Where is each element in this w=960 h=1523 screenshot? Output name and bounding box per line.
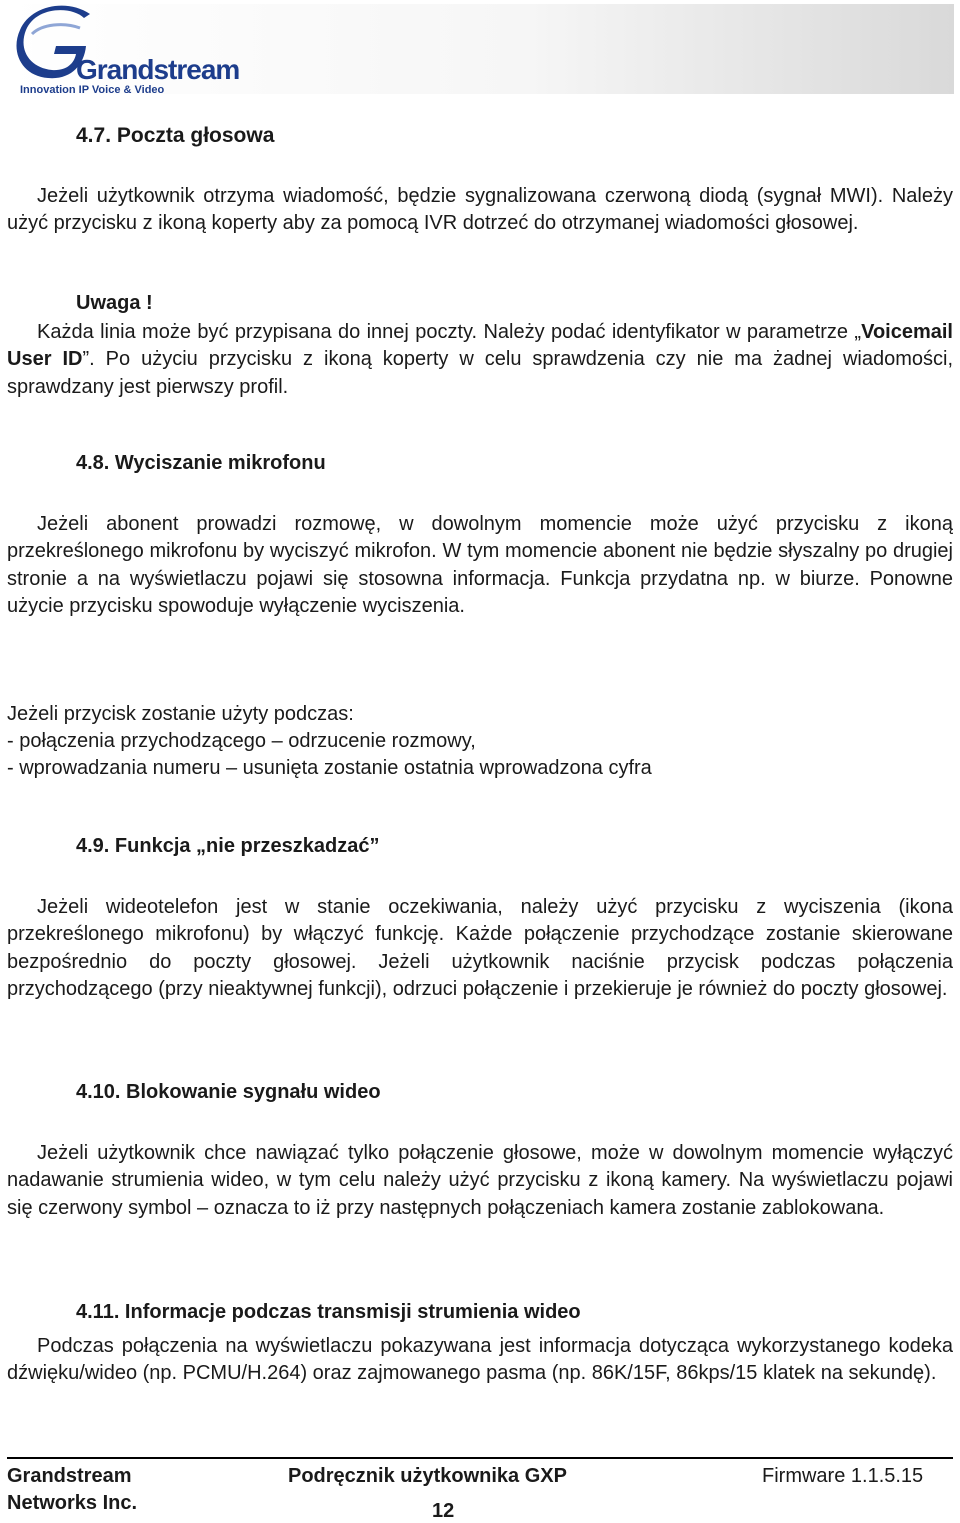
paragraph-dnd-text: Jeżeli wideotelefon jest w stanie oczekiwania, należy użyć przycisku z wyciszenia (ikona przekreślonego mikrofonu) by włączyć funkcję. Każde połączenie przychodzące zostanie skierowane bezpośrednio do poczty głosowej. Jeżeli użytkownik naciśnie przycisk podczas połączenia przychodzącego (przy nieaktywnej funkcji), odrzuci połączenie i przekieruje je również do poczty głosowej. xyxy=(7,896,953,1000)
header-logo xyxy=(6,4,954,98)
paragraph-voicemail xyxy=(7,183,953,238)
logo-tagline: Innovation IP Voice & Video xyxy=(20,84,165,96)
footer-manual-title: Podręcznik użytkownika GXP xyxy=(288,1465,567,1487)
paragraph-video-block xyxy=(7,1140,953,1222)
note-text-b: ”. Po użyciu przycisku z ikoną koperty w celu sprawdzenia czy nie ma żadnej wiadomości, sprawdzany jest pierwszy profil. xyxy=(7,348,954,398)
footer-company-line2: Networks Inc. xyxy=(7,1492,138,1514)
paragraph-voicemail-note xyxy=(7,319,953,401)
footer-firmware: Firmware 1.1.5.15 xyxy=(762,1465,924,1487)
section-heading-4-8: 4.8. Wyciszanie mikrofonu xyxy=(76,452,326,474)
list-item: - połączenia przychodzącego – odrzucenie rozmowy, xyxy=(7,730,476,752)
section-heading-4-9: 4.9. Funkcja „nie przeszkadzać” xyxy=(76,835,380,857)
paragraph-mute-text: Jeżeli abonent prowadzi rozmowę, w dowolnym momencie może użyć przycisku z ikoną przekreślonego mikrofonu by wyciszyć mikrofon. W tym momencie abonent nie będzie słyszalny po drugiej stronie a na wyświetlaczu pojawi się stosowna informacja. Funkcja przydatna np. w biurze. Ponowne użycie przycisku spowoduje wyłączenie wyciszenia. xyxy=(7,513,953,617)
paragraph-dnd xyxy=(7,894,953,1003)
paragraph-stream-info-text: Podczas połączenia na wyświetlaczu pokazywana jest informacja dotycząca wykorzystanego kodeka dźwięku/wideo (np. PCMU/H.264) oraz zajmowanego pasma (np. 86K/15F, 86kps/15 klatek na sekundę). xyxy=(7,1335,953,1385)
paragraph-stream-info xyxy=(7,1333,953,1388)
page-number: 12 xyxy=(432,1500,455,1522)
section-heading-4-11: 4.11. Informacje podczas transmisji strumienia wideo xyxy=(76,1301,581,1323)
warning-label: Uwaga ! xyxy=(76,292,153,314)
voicemail-user-id-term: Voicemail User ID xyxy=(7,321,953,371)
footer-company-line1: Grandstream xyxy=(7,1465,132,1487)
list-item: - wprowadzania numeru – usunięta zostanie ostatnia wprowadzona cyfra xyxy=(7,757,652,779)
footer-divider xyxy=(7,1457,953,1459)
paragraph-mute xyxy=(7,511,953,620)
list-intro: Jeżeli przycisk zostanie użyty podczas: xyxy=(7,703,354,725)
section-heading-4-10: 4.10. Blokowanie sygnału wideo xyxy=(76,1081,381,1103)
note-text-a: Każda linia może być przypisana do innej poczty. Należy podać identyfikator w parametrze „ xyxy=(37,321,862,343)
paragraph-video-block-text: Jeżeli użytkownik chce nawiązać tylko połączenie głosowe, może w dowolnym momencie wyłączyć nadawanie strumienia wideo, w tym celu należy użyć przycisku z ikoną kamery. Na wyświetlaczu pojawi się czerwony symbol – oznacza to iż przy następnych połączeniach kamera zostanie zablokowana. xyxy=(7,1142,953,1219)
logo-wordmark: Grandstream xyxy=(76,54,240,85)
paragraph-voicemail-text: Jeżeli użytkownik otrzyma wiadomość, będzie sygnalizowana czerwoną diodą (sygnał MWI). Należy użyć przycisku z ikoną koperty aby za pomocą IVR dotrzeć do otrzymanej wiadomości głosowej. xyxy=(7,185,953,235)
section-heading-4-7: 4.7. Poczta głosowa xyxy=(76,124,275,147)
